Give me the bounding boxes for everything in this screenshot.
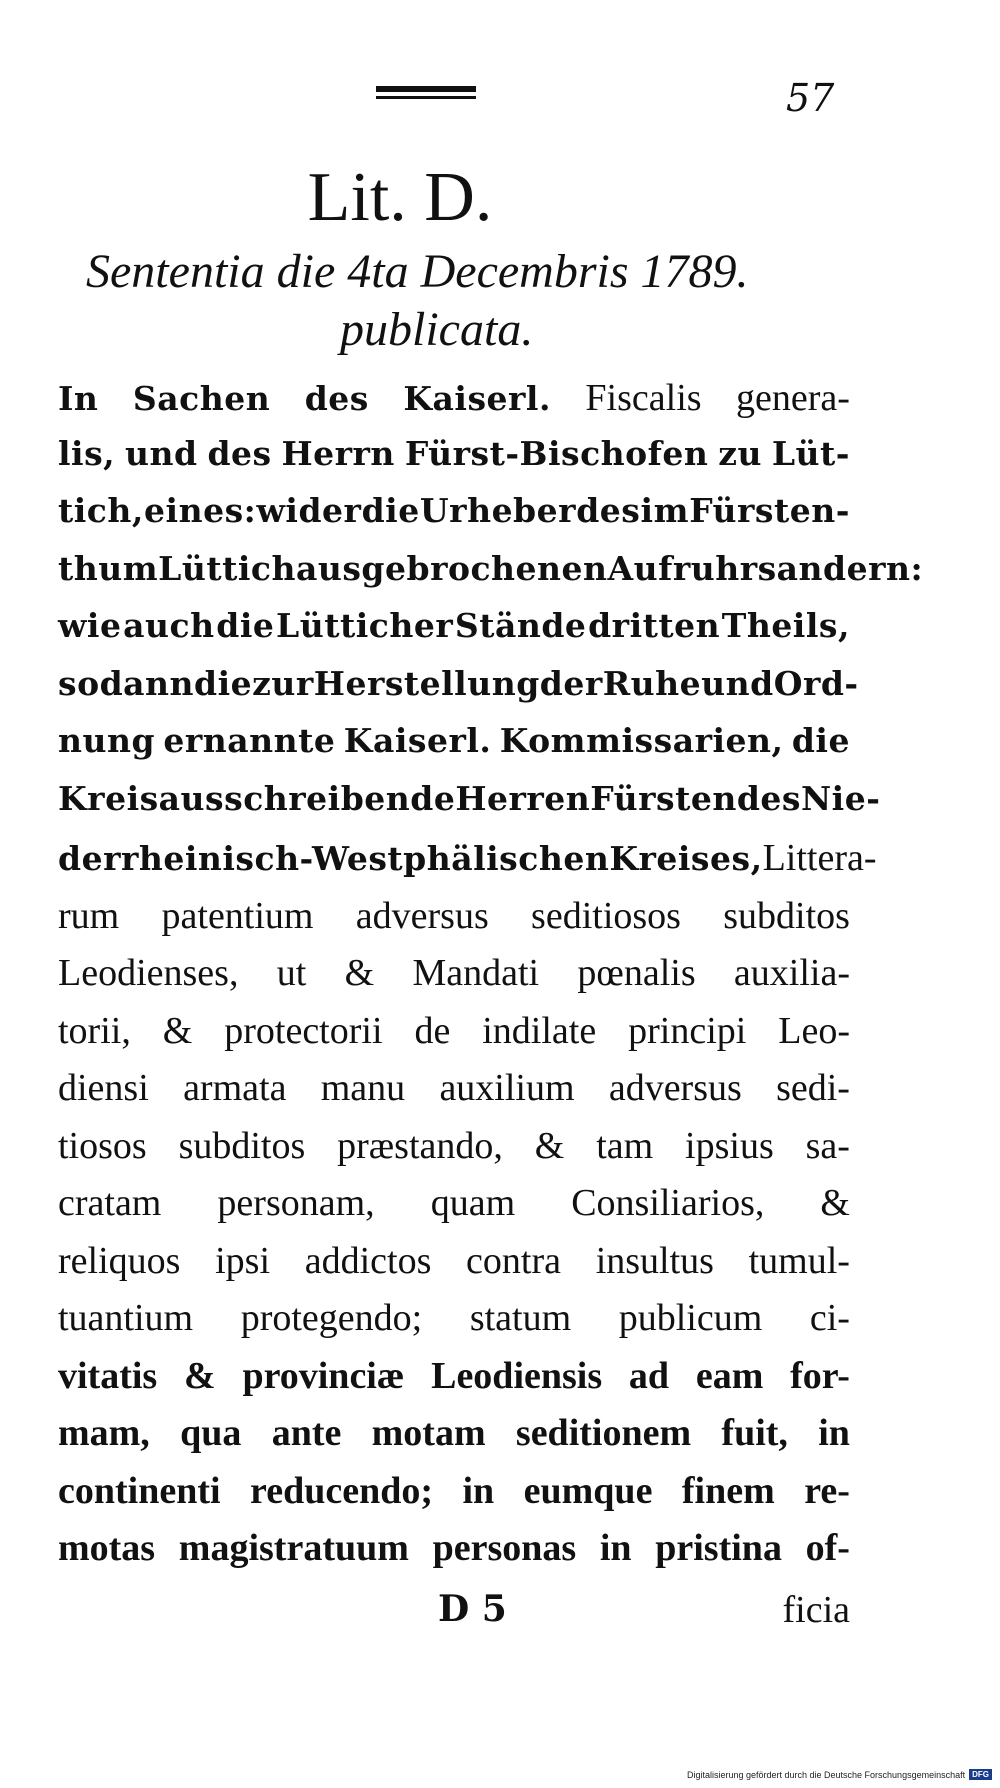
word: auxilium xyxy=(439,1067,575,1109)
word: contra xyxy=(466,1239,561,1282)
word: ante xyxy=(271,1412,342,1454)
word: die xyxy=(791,721,850,760)
word: die xyxy=(194,663,253,703)
word: sodann xyxy=(58,663,195,703)
word: Mandati xyxy=(412,952,540,994)
word: personas xyxy=(432,1527,577,1569)
word: & xyxy=(534,1124,565,1167)
word: Lüttich xyxy=(158,548,296,588)
word: indilate xyxy=(482,1009,597,1052)
word: Leo- xyxy=(778,1009,850,1052)
word: pristina xyxy=(655,1527,782,1569)
text-line xyxy=(58,1124,850,1182)
text-line xyxy=(58,1526,850,1584)
catchline xyxy=(0,1588,1000,1638)
word: fuit, xyxy=(721,1412,788,1454)
word: Leodiensis xyxy=(431,1354,603,1397)
text-line xyxy=(58,894,850,952)
signature-mark: D 5 xyxy=(438,1588,507,1630)
word: torii, xyxy=(58,1009,131,1052)
catchword: ficia xyxy=(782,1589,850,1631)
text-line xyxy=(58,548,924,607)
word: die xyxy=(361,491,420,530)
word: motam xyxy=(371,1412,486,1454)
word: tiosos xyxy=(58,1124,147,1167)
word: provinciæ xyxy=(242,1354,405,1397)
word: in xyxy=(462,1469,495,1512)
word: Urheber xyxy=(419,491,577,530)
word: Lüt- xyxy=(771,433,850,473)
digitization-footer xyxy=(687,1769,992,1780)
word: ut xyxy=(276,952,307,994)
word: auxilia- xyxy=(733,952,850,994)
word: ausgebrochenen xyxy=(295,548,608,588)
word: in xyxy=(599,1527,632,1569)
word: statum xyxy=(469,1297,572,1339)
word: quam xyxy=(430,1182,516,1224)
word: reducendo; xyxy=(250,1469,433,1512)
word: publicum xyxy=(618,1297,763,1339)
word: protectorii xyxy=(224,1009,383,1052)
word: genera- xyxy=(736,377,850,419)
word: insultus xyxy=(595,1239,714,1282)
word: subditos xyxy=(178,1124,306,1167)
word: manu xyxy=(320,1067,406,1109)
word: tumul- xyxy=(748,1239,850,1282)
word: tuantium xyxy=(58,1297,194,1339)
word: eines: xyxy=(144,491,257,530)
word: zur xyxy=(252,663,314,703)
word: Consiliarios, xyxy=(571,1182,765,1224)
word: seditiosos xyxy=(531,894,681,937)
word: Kommissarien, xyxy=(499,721,784,760)
word: sa- xyxy=(805,1124,850,1167)
dfg-logo: DFG xyxy=(969,1769,992,1780)
text-line xyxy=(58,1239,850,1297)
word: cratam xyxy=(58,1182,162,1224)
word: Theils, xyxy=(721,606,850,645)
word: pœnalis xyxy=(577,952,696,994)
word: reliquos xyxy=(58,1239,181,1282)
text-line xyxy=(58,1066,850,1124)
text-line xyxy=(58,1296,850,1354)
word: rum xyxy=(58,894,120,937)
word: patentium xyxy=(161,894,314,937)
word: Herren xyxy=(455,778,591,818)
decorative-rule-thick xyxy=(376,86,476,92)
word: derrheinisch-Westphälischen xyxy=(58,839,610,878)
word: der xyxy=(539,663,603,703)
subtitle-line-1: Sententia die 4ta Decembris 1789. xyxy=(86,245,749,298)
word: Sachen xyxy=(132,379,271,418)
word: Kaiserl. xyxy=(403,379,551,418)
footer-text: Digitalisierung gefördert durch die Deutsche Forschungsgemeinschaft xyxy=(686,1769,966,1780)
subtitle-line-2: publicata. xyxy=(340,303,534,356)
text-line xyxy=(58,1181,850,1239)
word: præstando, xyxy=(337,1124,503,1167)
text-line xyxy=(58,376,850,434)
word: for- xyxy=(790,1354,850,1397)
page-number: 57 xyxy=(786,76,835,120)
word: des xyxy=(304,379,369,418)
word: Stände xyxy=(454,606,587,645)
word: Aufruhrs xyxy=(607,548,777,588)
word: des xyxy=(576,491,641,530)
word: addictos xyxy=(304,1239,432,1282)
word: die xyxy=(216,606,275,645)
word: eam xyxy=(695,1354,764,1397)
word: im xyxy=(640,491,690,530)
word: Lütticher xyxy=(276,606,454,645)
word: mam, xyxy=(58,1412,150,1454)
word: finem xyxy=(681,1469,775,1512)
word: thum xyxy=(58,548,159,588)
word: adversus xyxy=(355,894,489,937)
word: protegendo; xyxy=(240,1297,423,1339)
word: Fürsten- xyxy=(689,491,850,530)
word: auch xyxy=(123,606,215,645)
word: Leodienses, xyxy=(58,952,239,994)
word: diensi xyxy=(58,1067,149,1109)
word: wie xyxy=(58,606,122,645)
word: Kreises, xyxy=(609,839,763,878)
text-line xyxy=(58,721,850,779)
word: Herrn xyxy=(281,433,395,473)
word: qua xyxy=(180,1412,242,1454)
word: & xyxy=(820,1182,850,1224)
word: magistratuum xyxy=(178,1527,409,1569)
word: andern: xyxy=(776,548,924,588)
text-line xyxy=(58,491,850,549)
word: dritten xyxy=(588,606,721,645)
text-line xyxy=(58,1411,850,1469)
word: Kaiserl. xyxy=(343,721,492,760)
word: & xyxy=(344,952,375,994)
word: adversus xyxy=(608,1067,742,1109)
body-text xyxy=(58,376,924,1584)
word: wider xyxy=(256,491,362,530)
word: Ord- xyxy=(773,663,859,703)
word: des xyxy=(736,778,801,818)
word: sedi- xyxy=(776,1067,850,1109)
word: und xyxy=(125,433,198,473)
word: de xyxy=(414,1009,451,1052)
word: motas xyxy=(58,1527,156,1569)
word: Littera- xyxy=(762,837,877,879)
word: zu xyxy=(718,433,762,473)
word: seditionem xyxy=(515,1412,692,1454)
page-title: Lit. D. xyxy=(307,159,493,236)
word: subditos xyxy=(723,894,850,937)
word: tich, xyxy=(58,491,144,530)
word: ipsius xyxy=(685,1124,774,1167)
text-line xyxy=(58,663,859,722)
text-line xyxy=(58,778,881,837)
word: des xyxy=(207,433,272,473)
word: Ruhe xyxy=(602,663,702,703)
word: In xyxy=(58,379,99,418)
decorative-rule-thin xyxy=(376,96,476,99)
text-line xyxy=(58,434,850,492)
text-line xyxy=(58,1009,850,1067)
word: Herstellung xyxy=(313,663,540,703)
word: armata xyxy=(183,1067,287,1109)
word: personam, xyxy=(217,1182,375,1224)
word: eumque xyxy=(523,1469,653,1512)
text-line xyxy=(58,606,850,664)
word: Fürsten xyxy=(590,778,737,818)
word: re- xyxy=(804,1469,850,1512)
word: und xyxy=(701,663,774,703)
word: of- xyxy=(805,1527,850,1569)
text-line xyxy=(58,1469,850,1527)
text-line xyxy=(58,951,850,1009)
word: principi xyxy=(628,1009,747,1052)
word: tam xyxy=(596,1124,654,1167)
word: vitatis xyxy=(58,1354,158,1397)
word: Fiscalis xyxy=(585,377,702,419)
word: & xyxy=(162,1009,193,1052)
word: continenti xyxy=(58,1469,221,1512)
text-line xyxy=(58,1354,850,1412)
word: ernannte xyxy=(163,721,336,760)
word: in xyxy=(818,1412,850,1454)
word: ad xyxy=(628,1354,670,1397)
word: lis, xyxy=(58,433,116,473)
text-line xyxy=(58,836,877,894)
word: Kreisausschreibende xyxy=(58,778,456,818)
word: & xyxy=(184,1354,216,1397)
word: ipsi xyxy=(215,1239,271,1282)
word: ci- xyxy=(809,1297,850,1339)
word: nung xyxy=(58,721,156,760)
word: Fürst-Bischofen xyxy=(404,433,709,473)
word: Nie- xyxy=(801,778,881,818)
